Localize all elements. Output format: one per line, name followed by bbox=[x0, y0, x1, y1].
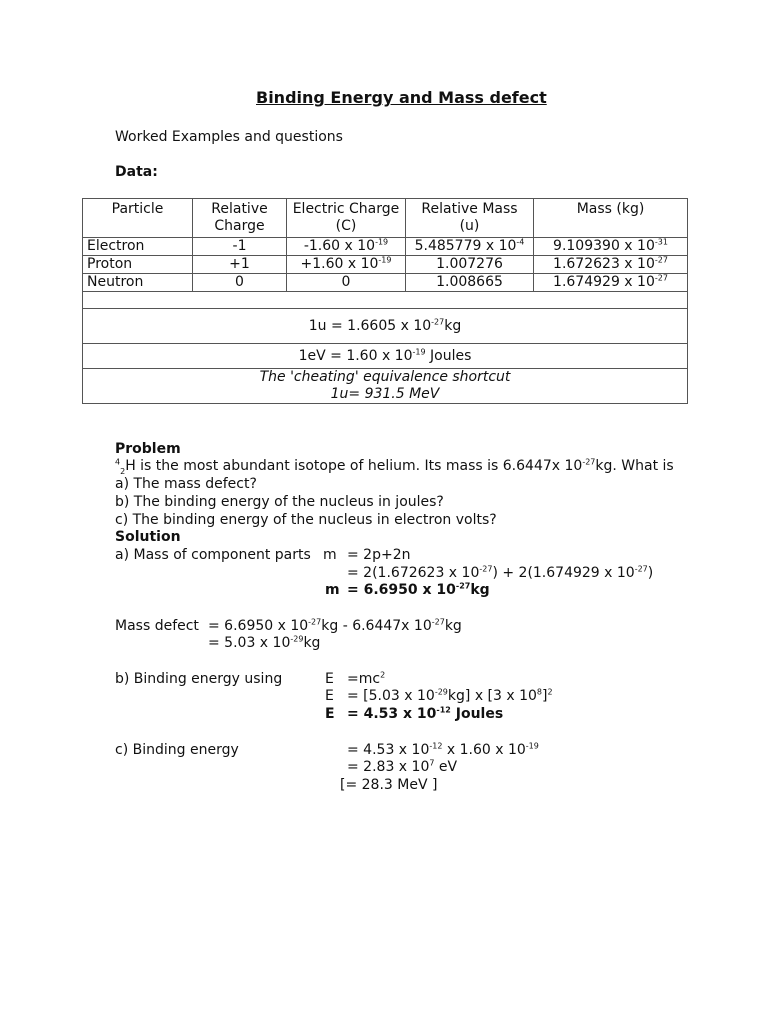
part-b-eq2: = [5.03 x $10^{-29}kg$] x [3 x $10^8]^2$ bbox=[347, 687, 553, 704]
part-b-E1: E bbox=[325, 671, 334, 687]
problem-statement: $^4_2$H is the most abundant isotope of helium. Its mass is 6.6447x $10^{-27}kg$. What is bbox=[115, 457, 674, 476]
page-title: Binding Energy and Mass defect bbox=[256, 88, 547, 107]
mass-kg: 1.672623 x $10^{-27}$ bbox=[534, 256, 688, 274]
shortcut-line-2: 1u= 931.5 MeV bbox=[330, 386, 440, 402]
solution-heading: Solution bbox=[115, 529, 181, 545]
blank-row bbox=[83, 292, 688, 309]
subtitle: Worked Examples and questions bbox=[115, 129, 343, 145]
relative-mass: 5.485779 x $10^{-4}$ bbox=[406, 238, 534, 256]
part-a-result: = 6.6950 x $10^{-27}kg$ bbox=[347, 581, 490, 598]
particle-data-table bbox=[82, 198, 688, 404]
relative-charge: +1 bbox=[193, 256, 287, 274]
relative-charge: -1 bbox=[193, 238, 287, 256]
part-a-eq2: = 2(1.672623 x $10^{-27}) + 2(1.674929$ x $10^{-27}$) bbox=[347, 564, 654, 581]
relative-mass: 1.007276 bbox=[406, 256, 534, 274]
part-b-result: = 4.53 x $10^{-12}$ Joules bbox=[347, 705, 504, 722]
part-b-label: b) Binding energy using bbox=[115, 671, 283, 687]
atomic-mass-unit-line: 1u = 1.6605 x $10^{-27}kg$ bbox=[83, 309, 688, 344]
particle-name: Electron bbox=[83, 238, 193, 256]
question-a: a) The mass defect? bbox=[115, 476, 257, 492]
part-a-m: m bbox=[323, 547, 337, 563]
part-a-result-m: m bbox=[325, 582, 340, 598]
electric-charge: 0 bbox=[287, 274, 406, 292]
part-b-E3: E bbox=[325, 706, 335, 722]
part-c-eq3: [= 28.3 MeV ] bbox=[340, 777, 438, 793]
question-c: c) The binding energy of the nucleus in electron volts? bbox=[115, 512, 497, 528]
particle-name: Proton bbox=[83, 256, 193, 274]
blank-cell bbox=[83, 292, 688, 309]
part-c-eq1: = 4.53 x $10^{-12}$ x 1.60 x $10^{-19}$ bbox=[347, 741, 539, 758]
mass-kg: 1.674929 x $10^{-27}$ bbox=[534, 274, 688, 292]
relative-mass: 1.008665 bbox=[406, 274, 534, 292]
electron-volt-line: 1eV = 1.60 x $10^{-19}$ Joules bbox=[83, 344, 688, 369]
problem-heading: Problem bbox=[115, 441, 181, 457]
part-c-label: c) Binding energy bbox=[115, 742, 239, 758]
header-relative-mass: Relative Mass (u) bbox=[406, 199, 534, 238]
shortcut-cell bbox=[83, 369, 688, 404]
table-row bbox=[83, 238, 688, 256]
table-row bbox=[83, 274, 688, 292]
mass-defect-eq1: = 6.6950 x $10^{-27}kg - 6.6447x$ $10^{-27}kg$ bbox=[208, 617, 462, 634]
table-row bbox=[83, 256, 688, 274]
header-particle: Particle bbox=[83, 199, 193, 238]
part-a-label: a) Mass of component parts bbox=[115, 547, 311, 563]
electric-charge: -1.60 x $10^{-19}$ bbox=[287, 238, 406, 256]
part-b-eq1: $=mc^2$ bbox=[347, 670, 386, 687]
header-electric-charge: Electric Charge (C) bbox=[287, 199, 406, 238]
mass-defect-eq2: = 5.03 x $10^{-29}kg$ bbox=[208, 634, 321, 651]
shortcut-row bbox=[83, 369, 688, 404]
part-b-E2: E bbox=[325, 688, 334, 704]
mass-kg: 9.109390 x $10^{-31}$ bbox=[534, 238, 688, 256]
part-c-eq2: = 2.83 x $10^7$ eV bbox=[347, 758, 458, 775]
part-a-eq1: = 2p+2n bbox=[347, 547, 411, 563]
shortcut-line-1: The 'cheating' equivalence shortcut bbox=[259, 369, 511, 385]
unit-ev-row bbox=[83, 344, 688, 369]
header-relative-charge: Relative Charge bbox=[193, 199, 287, 238]
data-label: Data: bbox=[115, 164, 158, 180]
relative-charge: 0 bbox=[193, 274, 287, 292]
particle-name: Neutron bbox=[83, 274, 193, 292]
question-b: b) The binding energy of the nucleus in joules? bbox=[115, 494, 444, 510]
unit-u-row bbox=[83, 309, 688, 344]
table-header-row bbox=[83, 199, 688, 238]
header-mass-kg: Mass (kg) bbox=[534, 199, 688, 238]
mass-defect-label: Mass defect bbox=[115, 618, 199, 634]
electric-charge: +1.60 x $10^{-19}$ bbox=[287, 256, 406, 274]
